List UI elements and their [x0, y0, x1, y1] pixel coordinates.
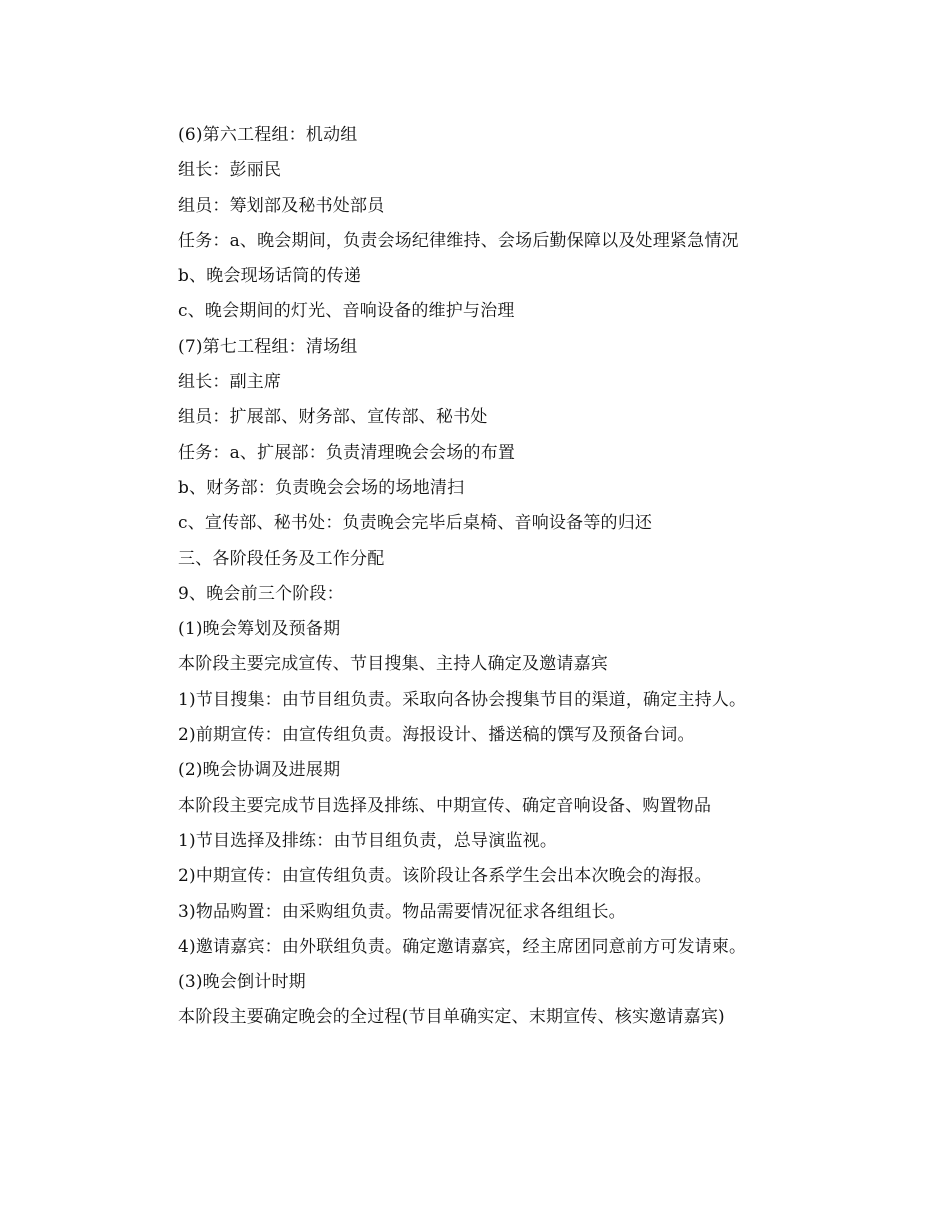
text-line: c、晚会期间的灯光、音响设备的维护与治理 [178, 301, 515, 322]
text-line: 1)节目搜集：由节目组负责。采取向各协会搜集节目的渠道，确定主持人。 [178, 689, 747, 710]
document-body [178, 118, 838, 1036]
text-line: 3)物品购置：由采购组负责。物品需要情况征求各组组长。 [178, 901, 626, 922]
text-line: (6)第六工程组：机动组 [178, 125, 358, 145]
text-line: 组长：副主席 [178, 372, 282, 393]
text-line: 组长：彭丽民 [178, 160, 282, 181]
text-line: 9、晚会前三个阶段： [178, 583, 344, 604]
text-line: 组员：扩展部、财务部、宣传部、秘书处 [178, 407, 488, 428]
text-line: 1)节目选择及排练：由节目组负责，总导演监视。 [178, 830, 558, 851]
text-line: 2)前期宣传：由宣传组负责。海报设计、播送稿的馔写及预备台词。 [178, 725, 695, 746]
text-line: c、宣传部、秘书处：负责晚会完毕后桌椅、音响设备等的归还 [178, 513, 653, 534]
text-line: (2)晚会协调及进展期 [178, 760, 341, 781]
text-line: 本阶段主要完成宣传、节目搜集、主持人确定及邀请嘉宾 [178, 654, 608, 675]
section-heading: 三、各阶段任务及工作分配 [178, 548, 385, 569]
text-line: 任务：a、扩展部：负责清理晚会会场的布置 [178, 442, 516, 463]
text-line: b、财务部：负责晚会会场的场地清扫 [178, 477, 465, 498]
text-line: 组员：筹划部及秘书处部员 [178, 195, 385, 216]
text-line: (3)晚会倒计时期 [178, 972, 306, 993]
text-line: 4)邀请嘉宾：由外联组负责。确定邀请嘉宾，经主席团同意前方可发请柬。 [178, 936, 747, 957]
text-line: 2)中期宣传：由宣传组负责。该阶段让各系学生会出本次晚会的海报。 [178, 866, 712, 887]
text-line: 本阶段主要完成节目选择及排练、中期宣传、确定音响设备、购置物品 [178, 795, 712, 816]
text-line: 本阶段主要确定晚会的全过程(节目单确实定、末期宣传、核实邀请嘉宾) [178, 1007, 725, 1028]
text-line: (7)第七工程组：清场组 [178, 336, 358, 357]
text-line: 任务：a、晚会期间，负责会场纪律维持、会场后勤保障以及处理紧急情况 [178, 230, 739, 251]
text-line: b、晚会现场话筒的传递 [178, 266, 362, 287]
text-line: (1)晚会筹划及预备期 [178, 619, 341, 640]
